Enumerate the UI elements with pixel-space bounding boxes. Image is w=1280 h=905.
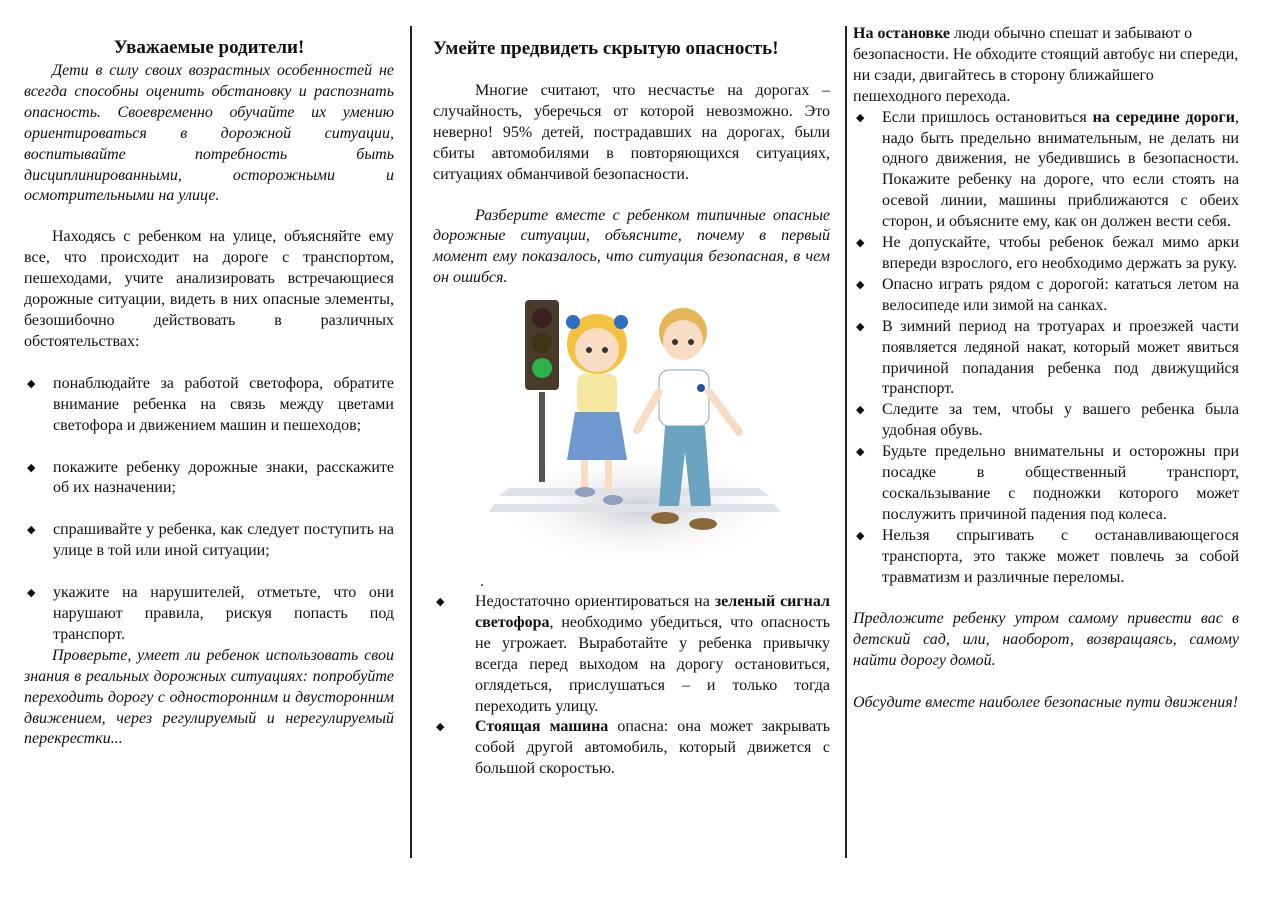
bus-stop-italic-2: Обсудите вместе наиболее безопасные пути движения! (853, 694, 1239, 712)
diamond-bullet-icon (856, 400, 864, 421)
diamond-bullet-icon (27, 520, 35, 541)
diamond-bullet-icon (856, 108, 864, 129)
bus-stop-italic-1: Предложите ребенку утром самому привести вас в детский сад, или, наоборот, возвращаясь, самому найти дорогу домой. (853, 610, 1239, 670)
list-item: ◆ Опасно играть рядом с дорогой: кататься летом на велосипеде или зимой на санках. (853, 275, 1239, 317)
parents-advice-list (24, 374, 394, 646)
hidden-danger-paragraph: Многие считают, что несчастье на дорогах – случайность, уберечься от которой невозможно. Это неверно! 95% детей, пострадавших на дорогах, были сбиты автомобилями в повторяющихся ситуациях, ситуациях обманчивой безопасности. (433, 82, 830, 183)
list-item: ◆ Будьте предельно внимательны и осторожны при посадке в общественный транспорт, соскальзывание с подножки которого может послужить причиной падения под колеса. (853, 442, 1239, 526)
hidden-danger-italic: Разберите вместе с ребенком типичные опасные дорожные ситуации, объясните, почему в первый момент ему показалось, что ситуация безопасная, в чем он ошибся. (433, 206, 830, 287)
list-item: ◆ укажите на нарушителей, отметьте, что они нарушают правила, рискуя попасть под транспорт. (24, 583, 394, 646)
diamond-bullet-icon (856, 442, 864, 463)
diamond-bullet-icon (856, 233, 864, 254)
diamond-bullet-icon (856, 526, 864, 547)
stray-dot: . (480, 573, 484, 590)
list-item: ◆ Если пришлось остановиться на середине дороги, надо быть предельно внимательным, не делать ни одного движения, не убедившись в безопасности. Покажите ребенку на дороге, что если стоять на осевой линии, машины приближаются с обеих сторон, и объясните ему, как он должен вести себя. (853, 108, 1239, 233)
hidden-danger-heading: Умейте предвидеть скрытую опасность! (433, 38, 779, 59)
diamond-bullet-icon (856, 317, 864, 338)
column-parents (24, 0, 394, 750)
list-item: ◆ спрашивайте у ребенка, как следует поступить на улице в той или иной ситуации; (24, 520, 394, 562)
list-item: ◆ покажите ребенку дорожные знаки, расскажите об их назначении; (24, 458, 394, 500)
bus-stop-paragraph: На остановке люди обычно спешат и забывают о безопасности. Не обходите стоящий автобус ни спереди, ни сзади, двигайтесь в сторону ближайшего пешеходного перехода. (853, 25, 1239, 105)
list-item: ◆ Недостаточно ориентироваться на зеленый сигнал светофора, необходимо убедиться, что опасность не угрожает. Выработайте у ребенка привычку всегда перед выходом на дорогу остановиться, оглядеться, прислушаться – и только тогда переходить улицу. (433, 592, 830, 717)
diamond-bullet-icon (436, 592, 444, 613)
diamond-bullet-icon (27, 458, 35, 479)
column-divider-right (845, 26, 847, 858)
list-item: ◆ Следите за тем, чтобы у вашего ребенка была удобная обувь. (853, 400, 1239, 442)
bus-stop-list (853, 108, 1239, 589)
diamond-bullet-icon (27, 374, 35, 395)
list-item: ◆ Нельзя спрыгивать с останавливающегося транспорта, это также может повлечь за собой травматизм и различные переломы. (853, 526, 1239, 589)
list-item: ◆ В зимний период на тротуарах и проезжей части появляется ледяной накат, который может явиться причиной попадания ребенка под движущийся транспорт. (853, 317, 1239, 401)
children-traffic-light-illustration (489, 292, 789, 582)
column-bus-stop (853, 0, 1239, 714)
parents-intro: Дети в силу своих возрастных особенностей не всегда способны оценить обстановку и распознать опасность. Своевременно обучайте их умению ориентироваться в дорожной ситуации, воспитывайте потребность быть дисциплинированными, осторожными и осмотрительными на улице. (24, 62, 394, 205)
column-divider-left (410, 26, 412, 858)
list-item: ◆ понаблюдайте за работой светофора, обратите внимание ребенка на связь между цветами светофора и движением машин и пешеходов; (24, 374, 394, 437)
traffic-light (525, 300, 559, 482)
parents-closing: Проверьте, умеет ли ребенок использовать свои знания в реальных дорожных ситуациях: попробуйте переходить дорогу с односторонним и двусторонним движением, через регулируемый и нерегулируемый перекрестки... (24, 646, 394, 748)
parents-heading: Уважаемые родители! (113, 37, 305, 58)
list-item: ◆ Стоящая машина опасна: она может закрывать собой другой автомобиль, который движется с большой скоростью. (433, 717, 830, 780)
hidden-danger-list (433, 592, 830, 780)
column-hidden-danger (433, 0, 831, 778)
parents-paragraph: Находясь с ребенком на улице, объясняйте ему все, что происходит на дороге с транспортом, пешеходами, учите анализировать встречающиеся дорожные ситуации, видеть в них опасные элементы, безошибочно действовать в различных обстоятельствах: (24, 228, 394, 350)
diamond-bullet-icon (27, 583, 35, 604)
diamond-bullet-icon (436, 717, 444, 738)
diamond-bullet-icon (856, 275, 864, 296)
list-item: ◆ Не допускайте, чтобы ребенок бежал мимо арки впереди взрослого, его необходимо держать за руку. (853, 233, 1239, 275)
